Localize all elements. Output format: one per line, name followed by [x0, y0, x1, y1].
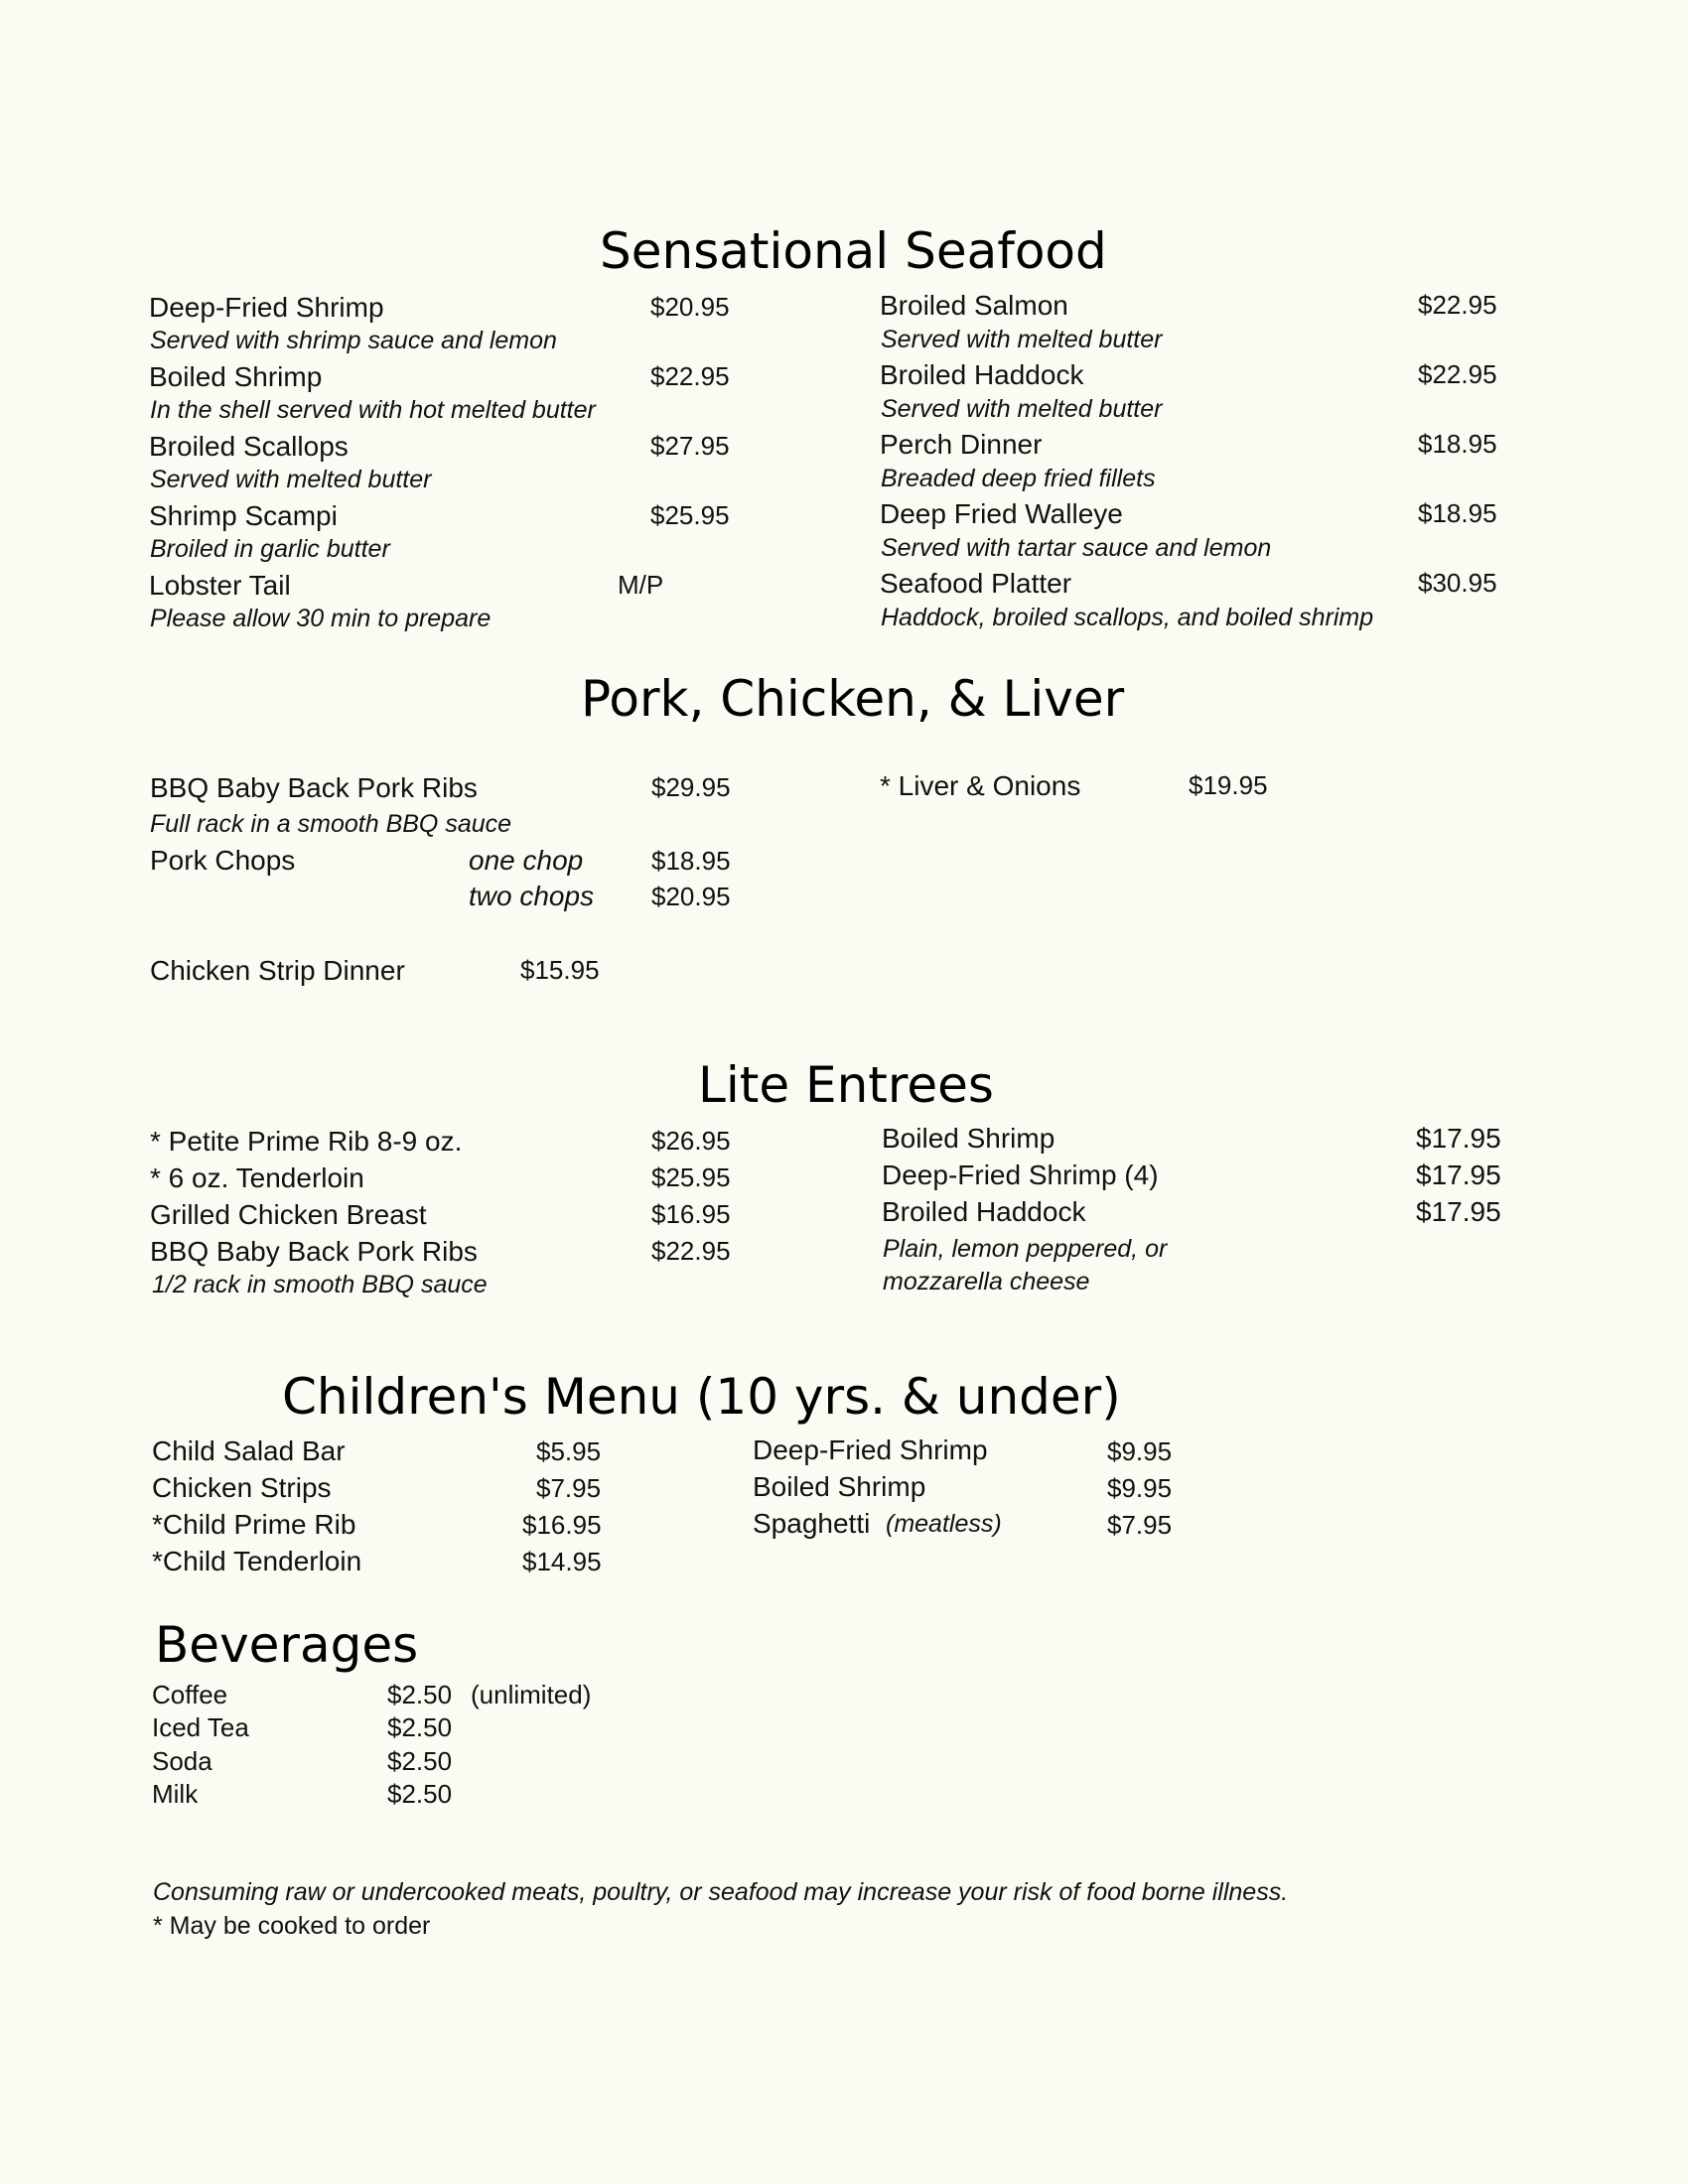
menu-item-name: Chicken Strips [152, 1472, 332, 1503]
menu-item-name: * 6 oz. Tenderloin [150, 1162, 364, 1193]
health-warning: Consuming raw or undercooked meats, poultry, or seafood may increase your risk of food borne illness. [153, 1878, 1289, 1906]
menu-item-name: Deep-Fried Shrimp [753, 1434, 988, 1465]
menu-item-name: Broiled Haddock [880, 359, 1084, 390]
beverage-name: Milk [152, 1779, 199, 1809]
menu-item-name: Broiled Scallops [149, 431, 349, 462]
menu-item-price: $26.95 [651, 1126, 731, 1156]
menu-item-desc: Please allow 30 min to prepare [150, 605, 492, 632]
menu-item-price: $17.95 [1416, 1196, 1501, 1227]
menu-item-desc: Served with tartar sauce and lemon [881, 534, 1272, 562]
menu-item-name: BBQ Baby Back Pork Ribs [150, 772, 478, 803]
menu-item-price: $27.95 [650, 431, 730, 461]
menu-item-name: Shrimp Scampi [149, 500, 338, 531]
menu-item-name: Grilled Chicken Breast [150, 1199, 427, 1230]
menu-item-price: $20.95 [651, 882, 731, 911]
menu-item-price: $15.95 [520, 955, 600, 985]
menu-item-option: one chop [469, 845, 584, 876]
menu-item-name: Pork Chops [150, 845, 296, 876]
menu-item-name: Lobster Tail [149, 570, 291, 601]
beverage-name: Coffee [152, 1680, 228, 1709]
menu-item-price: $30.95 [1418, 568, 1497, 598]
menu-item-name: Deep Fried Walleye [880, 498, 1123, 529]
menu-item-price: $22.95 [1418, 359, 1497, 389]
menu-item-desc: Plain, lemon peppered, or [883, 1235, 1168, 1263]
menu-item-price: $19.95 [1189, 770, 1268, 800]
beverage-price: $2.50 [387, 1746, 453, 1776]
menu-item-price: $9.95 [1107, 1436, 1173, 1466]
menu-item-price: $29.95 [651, 772, 731, 802]
beverage-note: (unlimited) [471, 1680, 592, 1709]
menu-item-price: $17.95 [1416, 1123, 1501, 1154]
menu-item-name: Spaghetti [753, 1508, 871, 1539]
section-title-beverages: Beverages [155, 1616, 419, 1674]
menu-item-price: $25.95 [651, 1162, 731, 1192]
menu-item-desc: Served with melted butter [150, 466, 432, 493]
cooked-to-order-note: * May be cooked to order [153, 1912, 431, 1940]
menu-item-name: *Child Tenderloin [152, 1546, 362, 1576]
menu-item-desc: Broiled in garlic butter [150, 535, 390, 563]
menu-item-price: $5.95 [536, 1436, 602, 1466]
menu-item-price: M/P [618, 570, 664, 600]
section-title-pork: Pork, Chicken, & Liver [581, 670, 1125, 728]
menu-item-price: $9.95 [1107, 1473, 1173, 1503]
menu-item-name: Boiled Shrimp [753, 1471, 926, 1502]
menu-item-name: Deep-Fried Shrimp [149, 292, 384, 323]
menu-item-desc: In the shell served with hot melted butter [150, 396, 596, 424]
menu-item-price: $17.95 [1416, 1160, 1501, 1190]
menu-item-name: * Petite Prime Rib 8-9 oz. [150, 1126, 463, 1157]
beverage-name: Soda [152, 1746, 212, 1776]
menu-item-desc: Served with shrimp sauce and lemon [150, 327, 557, 354]
menu-item-note: (meatless) [886, 1510, 1002, 1538]
menu-item-desc: Breaded deep fried fillets [881, 465, 1156, 492]
menu-item-price: $18.95 [651, 846, 731, 876]
section-title-seafood: Sensational Seafood [600, 222, 1107, 280]
menu-item-desc: Served with melted butter [881, 395, 1163, 423]
menu-item-name: Broiled Salmon [880, 290, 1068, 321]
menu-item-name: *Child Prime Rib [152, 1509, 356, 1540]
menu-item-name: BBQ Baby Back Pork Ribs [150, 1236, 478, 1267]
menu-item-desc: Served with melted butter [881, 326, 1163, 353]
menu-item-price: $7.95 [536, 1473, 602, 1503]
beverage-price: $2.50 [387, 1680, 453, 1709]
menu-item-name: Seafood Platter [880, 568, 1072, 599]
menu-item-price: $20.95 [650, 292, 730, 322]
menu-item-name: Broiled Haddock [882, 1196, 1086, 1227]
menu-item-price: $18.95 [1418, 498, 1497, 528]
menu-item-name: Deep-Fried Shrimp (4) [882, 1160, 1159, 1190]
menu-item-desc: 1/2 rack in smooth BBQ sauce [152, 1271, 488, 1298]
section-title-children: Children's Menu (10 yrs. & under) [282, 1368, 1121, 1426]
menu-item-price: $22.95 [650, 361, 730, 391]
beverage-price: $2.50 [387, 1779, 453, 1809]
menu-item-price: $14.95 [522, 1547, 602, 1576]
menu-item-desc: mozzarella cheese [883, 1268, 1090, 1296]
beverage-price: $2.50 [387, 1712, 453, 1742]
beverage-name: Iced Tea [152, 1712, 249, 1742]
menu-item-desc: Full rack in a smooth BBQ sauce [150, 810, 512, 838]
menu-item-name: Perch Dinner [880, 429, 1043, 460]
menu-item-name: Boiled Shrimp [882, 1123, 1055, 1154]
menu-item-name: Chicken Strip Dinner [150, 955, 405, 986]
menu-item-option: two chops [469, 881, 595, 911]
menu-item-name: Boiled Shrimp [149, 361, 323, 392]
menu-item-name: * Liver & Onions [880, 770, 1081, 801]
menu-item-desc: Haddock, broiled scallops, and boiled shrimp [881, 604, 1374, 631]
section-title-lite: Lite Entrees [698, 1056, 994, 1114]
menu-item-price: $16.95 [651, 1199, 731, 1229]
menu-item-price: $22.95 [1418, 290, 1497, 320]
menu-item-price: $18.95 [1418, 429, 1497, 459]
menu-item-price: $22.95 [651, 1236, 731, 1266]
menu-item-name: Child Salad Bar [152, 1435, 346, 1466]
menu-item-price: $7.95 [1107, 1510, 1173, 1540]
menu-item-price: $16.95 [522, 1510, 602, 1540]
menu-item-price: $25.95 [650, 500, 730, 530]
